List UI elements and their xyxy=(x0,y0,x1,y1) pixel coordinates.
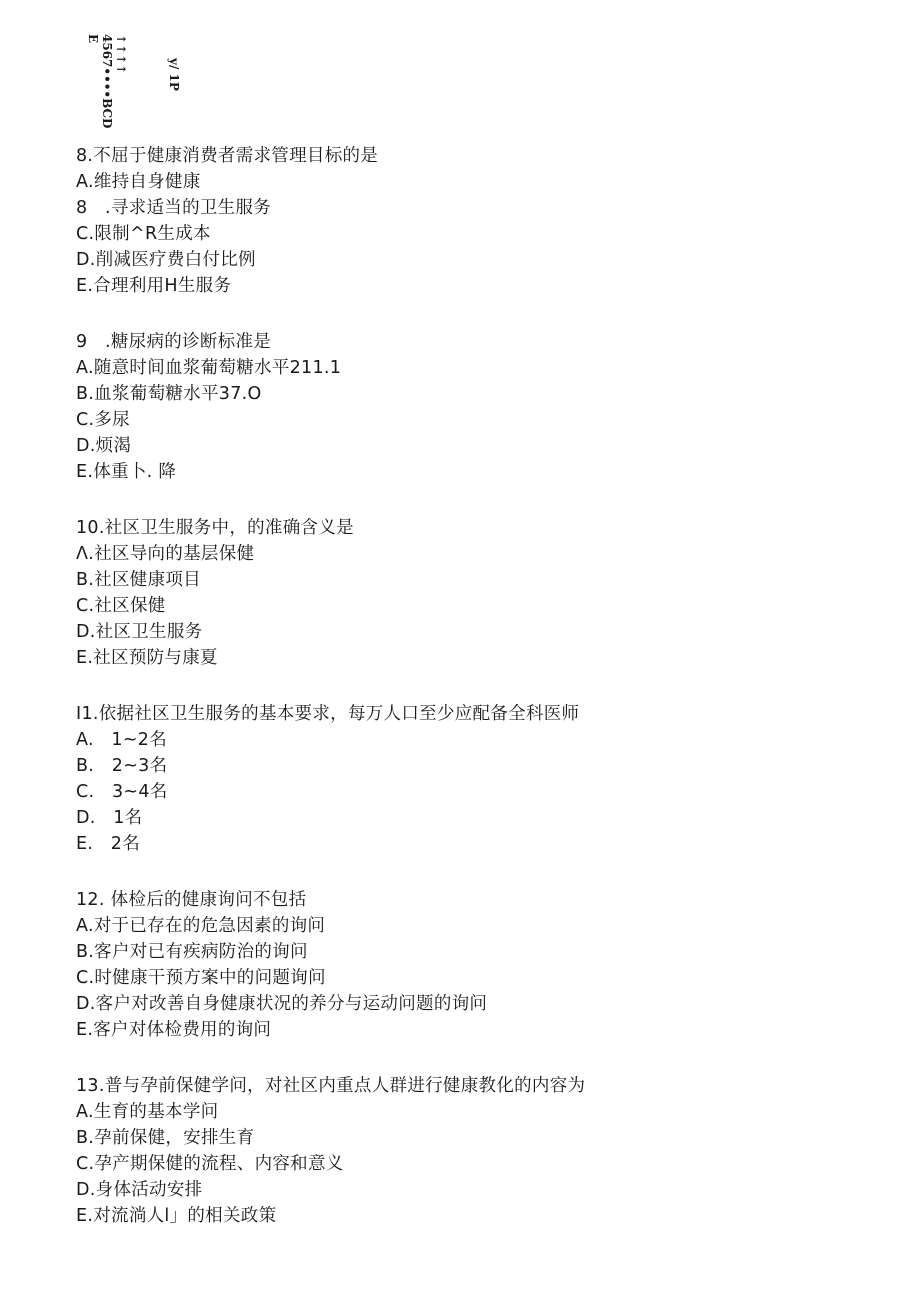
option-b: B. 2~3名 xyxy=(76,756,168,776)
question-stem: 9 .糖尿病的诊断标准是 xyxy=(76,332,272,352)
option-b: B.社区健康项目 xyxy=(76,570,201,590)
option-c: C.社区保健 xyxy=(76,596,166,616)
question-8 xyxy=(76,143,876,299)
option-d: D.客户对改善自身健康状况的养分与运动问题的询问 xyxy=(76,994,488,1014)
option-b: B.孕前保健，安排生育 xyxy=(76,1128,255,1148)
scan-fragment xyxy=(86,34,136,130)
question-stem: I1.依据社区卫生服务的基本要求，每万人口至少应配备全科医师 xyxy=(76,704,580,724)
option-e: E.体重卜. 降 xyxy=(76,462,177,482)
question-9 xyxy=(76,329,876,485)
option-d: D.身体活动安排 xyxy=(76,1180,203,1200)
option-e: E.客户对体检费用的询问 xyxy=(76,1020,272,1040)
option-a: Λ.社区导向的基层保健 xyxy=(76,544,255,564)
rotated-answer-key: ↑↑↑↑ 4567••••BCD E xyxy=(86,34,128,129)
option-a: A.生育的基本学问 xyxy=(76,1102,219,1122)
option-c: C.时健康干预方案中的问题询问 xyxy=(76,968,326,988)
option-e: E.合理利用H生服务 xyxy=(76,276,232,296)
question-13 xyxy=(76,1073,876,1229)
question-stem: 13.普与孕前保健学问，对社区内重点人群进行健康教化的内容为 xyxy=(76,1076,586,1096)
option-d: D.社区卫生服务 xyxy=(76,622,203,642)
option-d: D.烦渴 xyxy=(76,436,132,456)
option-e: E.对流淌人l」的相关政策 xyxy=(76,1206,277,1226)
question-10 xyxy=(76,515,876,671)
option-a: A.维持自身健康 xyxy=(76,172,201,192)
question-stem: 8.不屈于健康消费者需求管理目标的是 xyxy=(76,146,379,166)
option-a: A. 1~2名 xyxy=(76,730,168,750)
question-stem: 10.社区卫生服务中，的准确含义是 xyxy=(76,518,354,538)
question-list xyxy=(76,143,876,1229)
option-a: A.对于已存在的危急因素的询问 xyxy=(76,916,326,936)
option-c: C. 3~4名 xyxy=(76,782,168,802)
option-e: E. 2名 xyxy=(76,834,141,854)
option-c: C.多尿 xyxy=(76,410,130,430)
question-12 xyxy=(76,887,876,1043)
question-11 xyxy=(76,701,876,857)
option-d: D. 1名 xyxy=(76,808,143,828)
option-e: E.社区预防与康夏 xyxy=(76,648,218,668)
option-b: B.客户对已有疾病防治的询问 xyxy=(76,942,308,962)
question-stem: 12. 体检后的健康询问不包括 xyxy=(76,890,307,910)
option-b: 8 .寻求适当的卫生服务 xyxy=(76,198,272,218)
option-d: D.削减医疗费白付比例 xyxy=(76,250,256,270)
option-a: A.随意时间血浆葡萄糖水平211.1 xyxy=(76,358,342,378)
option-c: C.限制^R生成本 xyxy=(76,224,211,244)
margin-mark: y/ 1P xyxy=(167,58,181,91)
option-b: B.血浆葡萄糖水平37.O xyxy=(76,384,262,404)
option-c: C.孕产期保健的流程、内容和意义 xyxy=(76,1154,344,1174)
